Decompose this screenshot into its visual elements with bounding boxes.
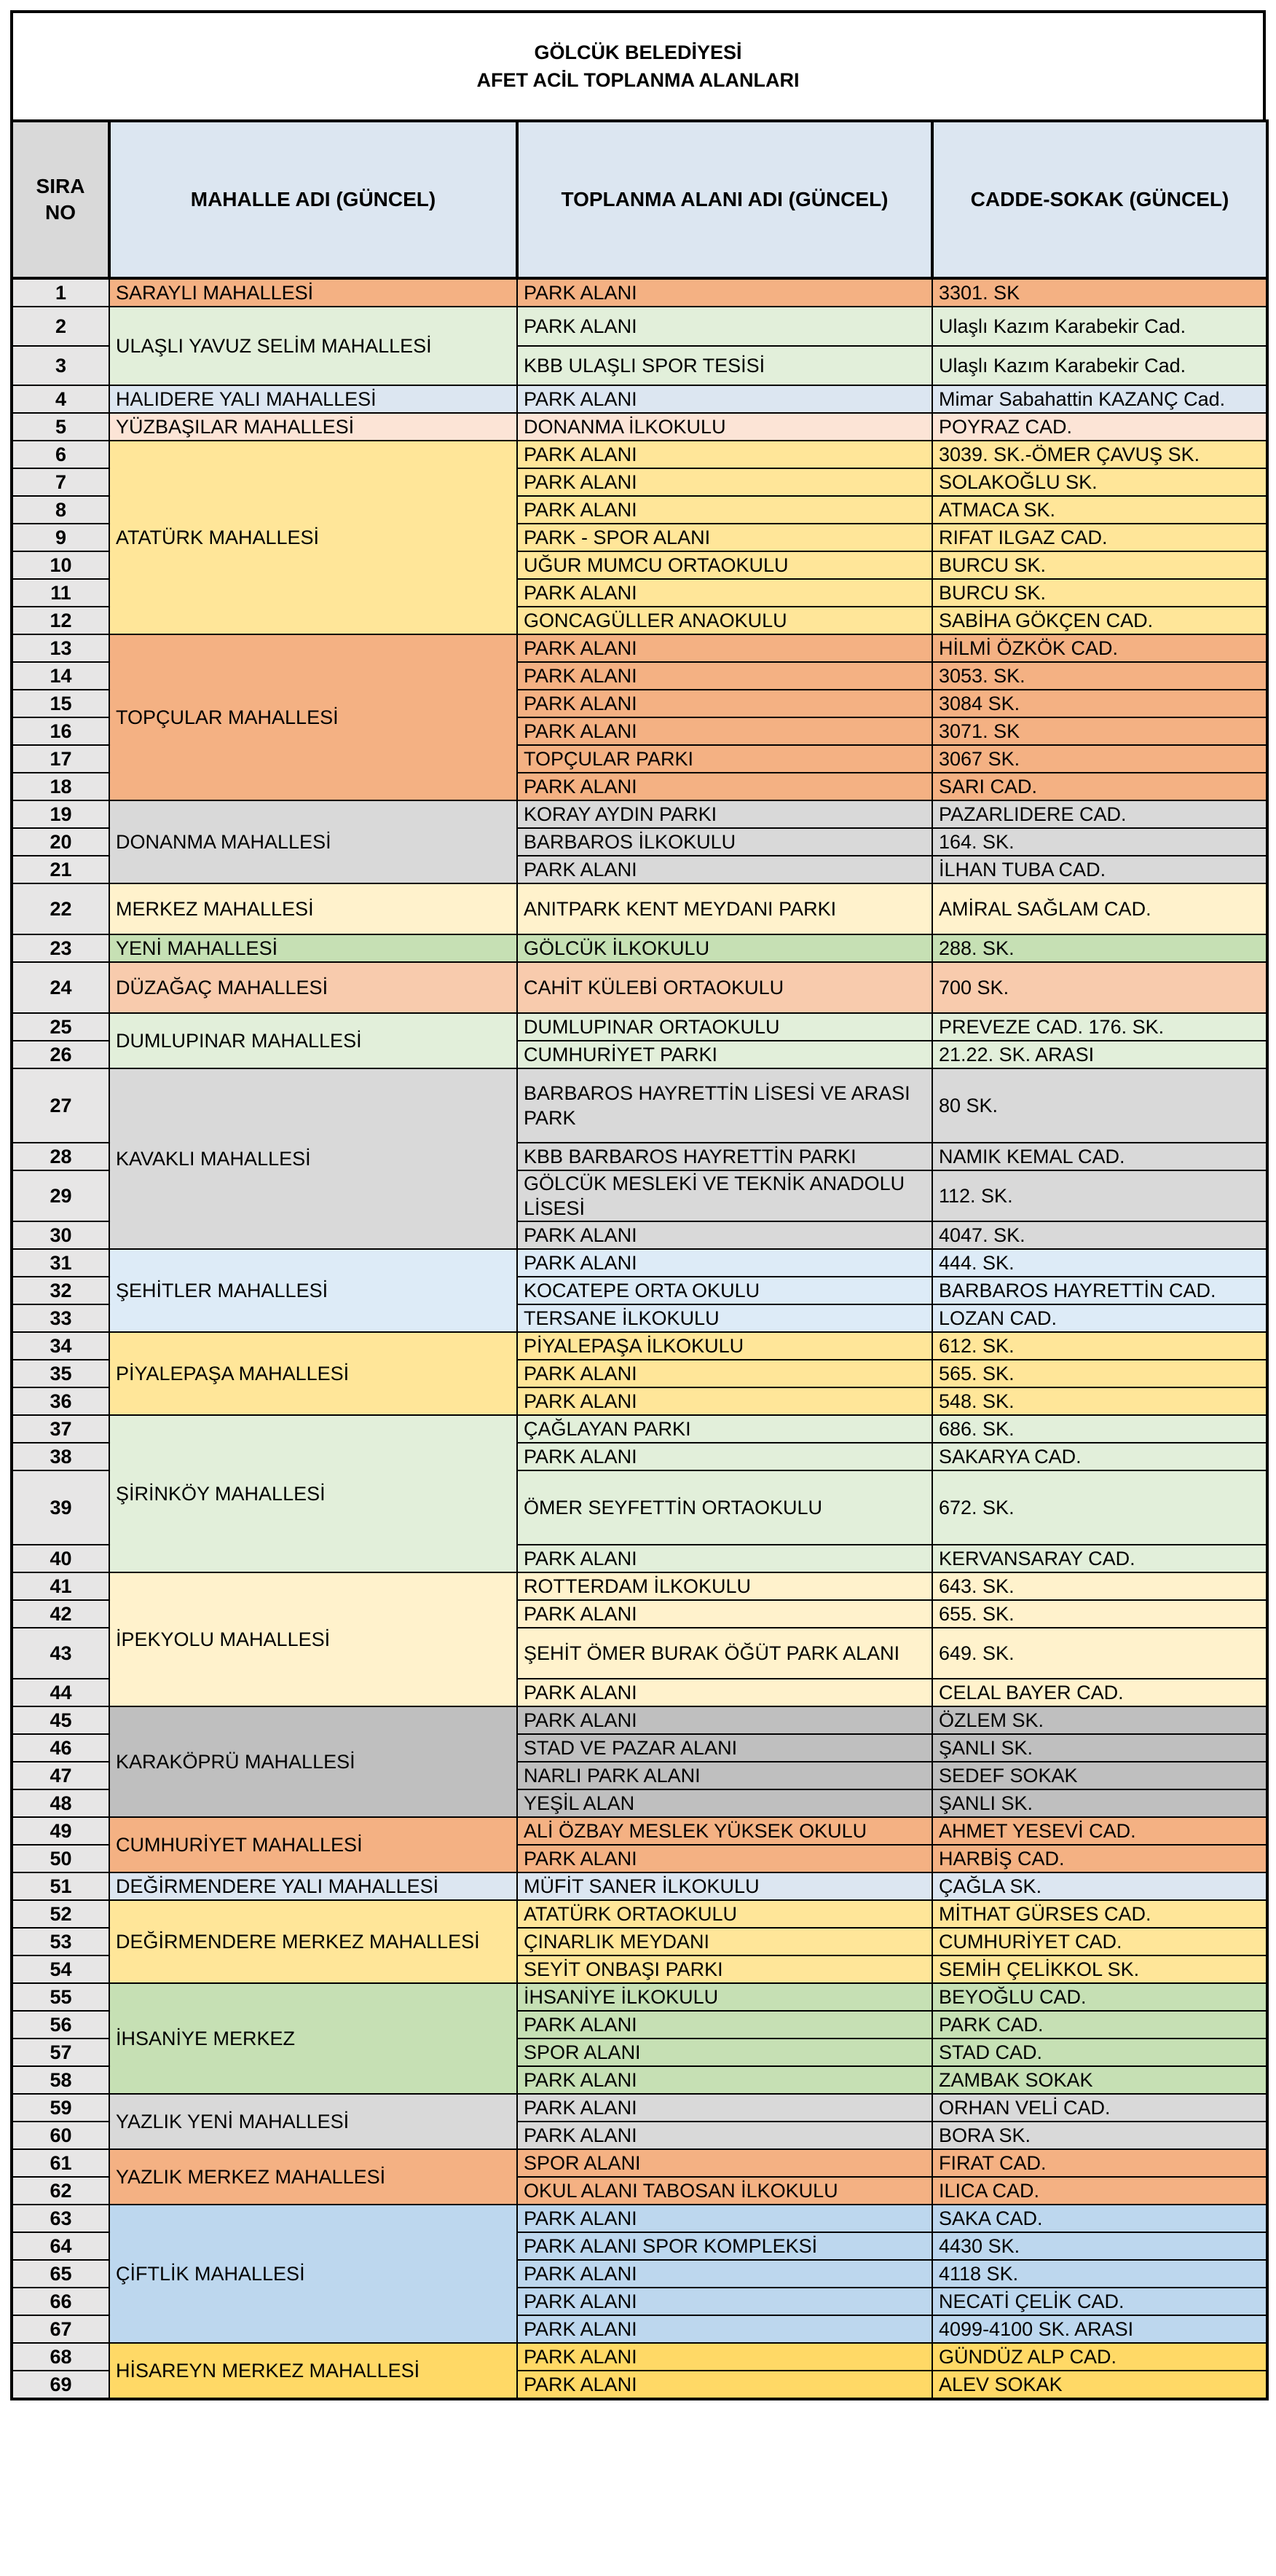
- row-number: 69: [12, 2371, 109, 2399]
- assembly-area-name: PARK - SPOR ALANI: [517, 524, 932, 551]
- row-number: 40: [12, 1545, 109, 1572]
- assembly-area-name: PARK ALANI: [517, 496, 932, 524]
- assembly-area-name: KBB BARBAROS HAYRETTİN PARKI: [517, 1143, 932, 1170]
- header-mahalle: MAHALLE ADI (GÜNCEL): [109, 121, 517, 278]
- table-row: [12, 800, 1267, 828]
- mahalle-name: YÜZBAŞILAR MAHALLESİ: [109, 413, 517, 441]
- mahalle-name: YAZLIK MERKEZ MAHALLESİ: [109, 2149, 517, 2205]
- street-name: FIRAT CAD.: [932, 2149, 1267, 2177]
- assembly-area-name: BARBAROS İLKOKULU: [517, 828, 932, 856]
- street-name: STAD CAD.: [932, 2039, 1267, 2066]
- street-name: 612. SK.: [932, 1332, 1267, 1360]
- row-number: 15: [12, 690, 109, 717]
- sheet-title: [10, 10, 1266, 119]
- row-number: 53: [12, 1928, 109, 1955]
- street-name: Ulaşlı Kazım Karabekir Cad.: [932, 346, 1267, 385]
- mahalle-name: HALIDERE YALI MAHALLESİ: [109, 385, 517, 413]
- assembly-area-name: TOPÇULAR PARKI: [517, 745, 932, 773]
- row-number: 13: [12, 634, 109, 662]
- street-name: 444. SK.: [932, 1249, 1267, 1277]
- assembly-area-name: PARK ALANI: [517, 634, 932, 662]
- street-name: NECATİ ÇELİK CAD.: [932, 2288, 1267, 2315]
- row-number: 51: [12, 1872, 109, 1900]
- row-number: 49: [12, 1817, 109, 1845]
- assembly-area-name: İHSANİYE İLKOKULU: [517, 1983, 932, 2011]
- table-row: [12, 1249, 1267, 1277]
- table-row: [12, 1900, 1267, 1928]
- assembly-area-name: PARK ALANI: [517, 856, 932, 883]
- assembly-area-name: ROTTERDAM İLKOKULU: [517, 1572, 932, 1600]
- title-municipality: GÖLCÜK BELEDİYESİ: [534, 42, 742, 63]
- assembly-area-name: PARK ALANI: [517, 1679, 932, 1706]
- row-number: 54: [12, 1955, 109, 1983]
- street-name: Ulaşlı Kazım Karabekir Cad.: [932, 307, 1267, 346]
- street-name: SEDEF SOKAK: [932, 1762, 1267, 1789]
- street-name: 548. SK.: [932, 1387, 1267, 1415]
- street-name: LOZAN CAD.: [932, 1304, 1267, 1332]
- street-name: BURCU SK.: [932, 551, 1267, 579]
- street-name: RIFAT ILGAZ CAD.: [932, 524, 1267, 551]
- row-number: 48: [12, 1789, 109, 1817]
- assembly-area-name: PARK ALANI: [517, 307, 932, 346]
- row-number: 7: [12, 468, 109, 496]
- row-number: 34: [12, 1332, 109, 1360]
- street-name: ILICA CAD.: [932, 2177, 1267, 2205]
- row-number: 44: [12, 1679, 109, 1706]
- assembly-area-name: ANITPARK KENT MEYDANI PARKI: [517, 883, 932, 934]
- assembly-area-name: ATATÜRK ORTAOKULU: [517, 1900, 932, 1928]
- row-number: 18: [12, 773, 109, 800]
- assembly-area-name: PARK ALANI: [517, 1387, 932, 1415]
- assembly-area-name: PARK ALANI: [517, 1360, 932, 1387]
- assembly-area-name: PARK ALANI: [517, 2094, 932, 2122]
- assembly-area-name: PARK ALANI: [517, 441, 932, 468]
- mahalle-name: ÇİFTLİK MAHALLESİ: [109, 2205, 517, 2343]
- mahalle-name: MERKEZ MAHALLESİ: [109, 883, 517, 934]
- row-number: 10: [12, 551, 109, 579]
- row-number: 63: [12, 2205, 109, 2232]
- row-number: 68: [12, 2343, 109, 2371]
- row-number: 58: [12, 2066, 109, 2094]
- assembly-area-name: SPOR ALANI: [517, 2039, 932, 2066]
- street-name: 288. SK.: [932, 934, 1267, 962]
- row-number: 43: [12, 1628, 109, 1679]
- header-cadde: CADDE-SOKAK (GÜNCEL): [932, 121, 1267, 278]
- row-number: 59: [12, 2094, 109, 2122]
- street-name: 643. SK.: [932, 1572, 1267, 1600]
- street-name: ŞANLI SK.: [932, 1789, 1267, 1817]
- row-number: 64: [12, 2232, 109, 2260]
- table-body: [12, 278, 1267, 2399]
- assembly-area-name: PARK ALANI: [517, 2122, 932, 2149]
- street-name: 3084 SK.: [932, 690, 1267, 717]
- assembly-area-name: PARK ALANI: [517, 2288, 932, 2315]
- mahalle-name: DONANMA MAHALLESİ: [109, 800, 517, 883]
- assembly-area-name: KORAY AYDIN PARKI: [517, 800, 932, 828]
- row-number: 36: [12, 1387, 109, 1415]
- table-row: [12, 1068, 1267, 1143]
- assembly-area-name: PARK ALANI: [517, 468, 932, 496]
- street-name: BURCU SK.: [932, 579, 1267, 607]
- street-name: ÇAĞLA SK.: [932, 1872, 1267, 1900]
- assembly-area-name: KBB ULAŞLI SPOR TESİSİ: [517, 346, 932, 385]
- row-number: 23: [12, 934, 109, 962]
- row-number: 25: [12, 1013, 109, 1041]
- row-number: 4: [12, 385, 109, 413]
- assembly-area-name: KOCATEPE ORTA OKULU: [517, 1277, 932, 1304]
- row-number: 56: [12, 2011, 109, 2039]
- street-name: 649. SK.: [932, 1628, 1267, 1679]
- row-number: 42: [12, 1600, 109, 1628]
- street-name: 4099-4100 SK. ARASI: [932, 2315, 1267, 2343]
- row-number: 27: [12, 1068, 109, 1143]
- assembly-area-name: PARK ALANI: [517, 2205, 932, 2232]
- street-name: ATMACA SK.: [932, 496, 1267, 524]
- assembly-area-name: PARK ALANI: [517, 2260, 932, 2288]
- assembly-area-name: STAD VE PAZAR ALANI: [517, 1734, 932, 1762]
- assembly-area-name: OKUL ALANI TABOSAN İLKOKULU: [517, 2177, 932, 2205]
- row-number: 65: [12, 2260, 109, 2288]
- mahalle-name: KAVAKLI MAHALLESİ: [109, 1068, 517, 1249]
- assembly-area-name: SPOR ALANI: [517, 2149, 932, 2177]
- assembly-area-name: PARK ALANI: [517, 1443, 932, 1470]
- row-number: 50: [12, 1845, 109, 1872]
- street-name: ZAMBAK SOKAK: [932, 2066, 1267, 2094]
- row-number: 37: [12, 1415, 109, 1443]
- row-number: 30: [12, 1221, 109, 1249]
- mahalle-name: ULAŞLI YAVUZ SELİM MAHALLESİ: [109, 307, 517, 385]
- street-name: HARBİŞ CAD.: [932, 1845, 1267, 1872]
- table-row: [12, 2343, 1267, 2371]
- table-row: [12, 307, 1267, 346]
- table-row: [12, 883, 1267, 934]
- assembly-area-name: PARK ALANI: [517, 773, 932, 800]
- mahalle-name: İPEKYOLU MAHALLESİ: [109, 1572, 517, 1706]
- street-name: 3071. SK: [932, 717, 1267, 745]
- street-name: GÜNDÜZ ALP CAD.: [932, 2343, 1267, 2371]
- assembly-area-name: PARK ALANI: [517, 2011, 932, 2039]
- assembly-area-name: PARK ALANI: [517, 1845, 932, 1872]
- street-name: 3301. SK: [932, 278, 1267, 307]
- row-number: 29: [12, 1170, 109, 1221]
- header-alan: TOPLANMA ALANI ADI (GÜNCEL): [517, 121, 932, 278]
- row-number: 55: [12, 1983, 109, 2011]
- row-number: 14: [12, 662, 109, 690]
- street-name: PREVEZE CAD. 176. SK.: [932, 1013, 1267, 1041]
- row-number: 62: [12, 2177, 109, 2205]
- table-row: [12, 278, 1267, 307]
- table-row: [12, 962, 1267, 1013]
- assembly-area-name: PARK ALANI: [517, 1600, 932, 1628]
- street-name: 700 SK.: [932, 962, 1267, 1013]
- assembly-area-name: CAHİT KÜLEBİ ORTAOKULU: [517, 962, 932, 1013]
- street-name: İLHAN TUBA CAD.: [932, 856, 1267, 883]
- street-name: PAZARLIDERE CAD.: [932, 800, 1267, 828]
- row-number: 9: [12, 524, 109, 551]
- street-name: POYRAZ CAD.: [932, 413, 1267, 441]
- table-row: [12, 934, 1267, 962]
- table-row: [12, 1572, 1267, 1600]
- street-name: 112. SK.: [932, 1170, 1267, 1221]
- table-row: [12, 385, 1267, 413]
- street-name: KERVANSARAY CAD.: [932, 1545, 1267, 1572]
- table-row: [12, 1332, 1267, 1360]
- assembly-area-name: PARK ALANI: [517, 1706, 932, 1734]
- mahalle-name: YAZLIK YENİ MAHALLESİ: [109, 2094, 517, 2149]
- row-number: 3: [12, 346, 109, 385]
- street-name: PARK CAD.: [932, 2011, 1267, 2039]
- row-number: 22: [12, 883, 109, 934]
- street-name: 164. SK.: [932, 828, 1267, 856]
- assembly-area-name: DUMLUPINAR ORTAOKULU: [517, 1013, 932, 1041]
- assembly-area-name: PARK ALANI: [517, 385, 932, 413]
- assembly-area-name: TERSANE İLKOKULU: [517, 1304, 932, 1332]
- row-number: 47: [12, 1762, 109, 1789]
- table-row: [12, 2205, 1267, 2232]
- street-name: 4430 SK.: [932, 2232, 1267, 2260]
- row-number: 33: [12, 1304, 109, 1332]
- title-document: AFET ACİL TOPLANMA ALANLARI: [476, 69, 800, 91]
- assembly-area-name: PİYALEPAŞA İLKOKULU: [517, 1332, 932, 1360]
- mahalle-name: DUMLUPINAR MAHALLESİ: [109, 1013, 517, 1068]
- assembly-area-name: PARK ALANI: [517, 1221, 932, 1249]
- street-name: 686. SK.: [932, 1415, 1267, 1443]
- row-number: 41: [12, 1572, 109, 1600]
- row-number: 2: [12, 307, 109, 346]
- header-sira-no: SIRA NO: [12, 121, 109, 278]
- row-number: 28: [12, 1143, 109, 1170]
- mahalle-name: SARAYLI MAHALLESİ: [109, 278, 517, 307]
- street-name: AMİRAL SAĞLAM CAD.: [932, 883, 1267, 934]
- row-number: 60: [12, 2122, 109, 2149]
- table-row: [12, 441, 1267, 468]
- street-name: CUMHURİYET CAD.: [932, 1928, 1267, 1955]
- row-number: 32: [12, 1277, 109, 1304]
- assembly-area-name: PARK ALANI: [517, 717, 932, 745]
- street-name: 3039. SK.-ÖMER ÇAVUŞ SK.: [932, 441, 1267, 468]
- street-name: AHMET YESEVİ CAD.: [932, 1817, 1267, 1845]
- table-row: [12, 413, 1267, 441]
- assembly-area-name: PARK ALANI: [517, 1545, 932, 1572]
- assembly-area-name: GONCAGÜLLER ANAOKULU: [517, 607, 932, 634]
- row-number: 21: [12, 856, 109, 883]
- street-name: SEMİH ÇELİKKOL SK.: [932, 1955, 1267, 1983]
- assembly-area-name: CUMHURİYET PARKI: [517, 1041, 932, 1068]
- row-number: 57: [12, 2039, 109, 2066]
- street-name: 21.22. SK. ARASI: [932, 1041, 1267, 1068]
- row-number: 35: [12, 1360, 109, 1387]
- street-name: ÖZLEM SK.: [932, 1706, 1267, 1734]
- assembly-area-name: PARK ALANI: [517, 1249, 932, 1277]
- assembly-area-name: SEYİT ONBAŞI PARKI: [517, 1955, 932, 1983]
- table-row: [12, 1415, 1267, 1443]
- row-number: 31: [12, 1249, 109, 1277]
- assembly-area-name: PARK ALANI: [517, 662, 932, 690]
- street-name: 4047. SK.: [932, 1221, 1267, 1249]
- street-name: 3053. SK.: [932, 662, 1267, 690]
- street-name: 655. SK.: [932, 1600, 1267, 1628]
- street-name: HİLMİ ÖZKÖK CAD.: [932, 634, 1267, 662]
- row-number: 12: [12, 607, 109, 634]
- street-name: BEYOĞLU CAD.: [932, 1983, 1267, 2011]
- row-number: 16: [12, 717, 109, 745]
- row-number: 17: [12, 745, 109, 773]
- table-row: [12, 1872, 1267, 1900]
- row-number: 20: [12, 828, 109, 856]
- street-name: 672. SK.: [932, 1470, 1267, 1545]
- row-number: 1: [12, 278, 109, 307]
- assembly-area-name: PARK ALANI: [517, 579, 932, 607]
- street-name: SARI CAD.: [932, 773, 1267, 800]
- assembly-area-name: ŞEHİT ÖMER BURAK ÖĞÜT PARK ALANI: [517, 1628, 932, 1679]
- row-number: 45: [12, 1706, 109, 1734]
- row-number: 67: [12, 2315, 109, 2343]
- mahalle-name: TOPÇULAR MAHALLESİ: [109, 634, 517, 800]
- street-name: ALEV SOKAK: [932, 2371, 1267, 2399]
- row-number: 8: [12, 496, 109, 524]
- street-name: SAKARYA CAD.: [932, 1443, 1267, 1470]
- assembly-area-name: PARK ALANI: [517, 2315, 932, 2343]
- row-number: 11: [12, 579, 109, 607]
- assembly-area-name: ÇINARLIK MEYDANI: [517, 1928, 932, 1955]
- street-name: BARBAROS HAYRETTİN CAD.: [932, 1277, 1267, 1304]
- assembly-area-name: UĞUR MUMCU ORTAOKULU: [517, 551, 932, 579]
- assembly-area-name: ÇAĞLAYAN PARKI: [517, 1415, 932, 1443]
- mahalle-name: KARAKÖPRÜ MAHALLESİ: [109, 1706, 517, 1817]
- assembly-area-name: BARBAROS HAYRETTİN LİSESİ VE ARASI PARK: [517, 1068, 932, 1143]
- mahalle-name: ŞİRİNKÖY MAHALLESİ: [109, 1415, 517, 1572]
- street-name: NAMIK KEMAL CAD.: [932, 1143, 1267, 1170]
- street-name: BORA SK.: [932, 2122, 1267, 2149]
- row-number: 39: [12, 1470, 109, 1545]
- row-number: 6: [12, 441, 109, 468]
- mahalle-name: DEĞİRMENDERE MERKEZ MAHALLESİ: [109, 1900, 517, 1983]
- table-row: [12, 1013, 1267, 1041]
- row-number: 5: [12, 413, 109, 441]
- street-name: ORHAN VELİ CAD.: [932, 2094, 1267, 2122]
- street-name: SAKA CAD.: [932, 2205, 1267, 2232]
- assembly-area-name: PARK ALANI: [517, 2343, 932, 2371]
- assembly-area-name: MÜFİT SANER İLKOKULU: [517, 1872, 932, 1900]
- assembly-area-name: PARK ALANI SPOR KOMPLEKSİ: [517, 2232, 932, 2260]
- assembly-area-name: PARK ALANI: [517, 2371, 932, 2399]
- table-row: [12, 1706, 1267, 1734]
- street-name: SOLAKOĞLU SK.: [932, 468, 1267, 496]
- row-number: 66: [12, 2288, 109, 2315]
- table-row: [12, 1817, 1267, 1845]
- street-name: 565. SK.: [932, 1360, 1267, 1387]
- assembly-area-name: ALİ ÖZBAY MESLEK YÜKSEK OKULU: [517, 1817, 932, 1845]
- street-name: MİTHAT GÜRSES CAD.: [932, 1900, 1267, 1928]
- mahalle-name: PİYALEPAŞA MAHALLESİ: [109, 1332, 517, 1415]
- mahalle-name: ATATÜRK MAHALLESİ: [109, 441, 517, 634]
- table-row: [12, 2094, 1267, 2122]
- mahalle-name: HİSAREYN MERKEZ MAHALLESİ: [109, 2343, 517, 2399]
- header-row: [12, 121, 1267, 278]
- row-number: 26: [12, 1041, 109, 1068]
- row-number: 38: [12, 1443, 109, 1470]
- street-name: SABİHA GÖKÇEN CAD.: [932, 607, 1267, 634]
- row-number: 19: [12, 800, 109, 828]
- assembly-area-name: PARK ALANI: [517, 278, 932, 307]
- assembly-areas-table: [10, 119, 1269, 2400]
- row-number: 52: [12, 1900, 109, 1928]
- assembly-area-name: GÖLCÜK İLKOKULU: [517, 934, 932, 962]
- street-name: Mimar Sabahattin KAZANÇ Cad.: [932, 385, 1267, 413]
- assembly-areas-sheet: [10, 10, 1266, 2400]
- mahalle-name: DÜZAĞAÇ MAHALLESİ: [109, 962, 517, 1013]
- assembly-area-name: YEŞİL ALAN: [517, 1789, 932, 1817]
- assembly-area-name: ÖMER SEYFETTİN ORTAOKULU: [517, 1470, 932, 1545]
- street-name: ŞANLI SK.: [932, 1734, 1267, 1762]
- assembly-area-name: DONANMA İLKOKULU: [517, 413, 932, 441]
- street-name: 4118 SK.: [932, 2260, 1267, 2288]
- table-row: [12, 1983, 1267, 2011]
- row-number: 46: [12, 1734, 109, 1762]
- table-row: [12, 2149, 1267, 2177]
- assembly-area-name: NARLI PARK ALANI: [517, 1762, 932, 1789]
- street-name: 80 SK.: [932, 1068, 1267, 1143]
- street-name: 3067 SK.: [932, 745, 1267, 773]
- street-name: CELAL BAYER CAD.: [932, 1679, 1267, 1706]
- row-number: 61: [12, 2149, 109, 2177]
- mahalle-name: CUMHURİYET MAHALLESİ: [109, 1817, 517, 1872]
- assembly-area-name: GÖLCÜK MESLEKİ VE TEKNİK ANADOLU LİSESİ: [517, 1170, 932, 1221]
- assembly-area-name: PARK ALANI: [517, 2066, 932, 2094]
- mahalle-name: İHSANİYE MERKEZ: [109, 1983, 517, 2094]
- mahalle-name: DEĞİRMENDERE YALI MAHALLESİ: [109, 1872, 517, 1900]
- row-number: 24: [12, 962, 109, 1013]
- assembly-area-name: PARK ALANI: [517, 690, 932, 717]
- table-row: [12, 634, 1267, 662]
- mahalle-name: YENİ MAHALLESİ: [109, 934, 517, 962]
- mahalle-name: ŞEHİTLER MAHALLESİ: [109, 1249, 517, 1332]
